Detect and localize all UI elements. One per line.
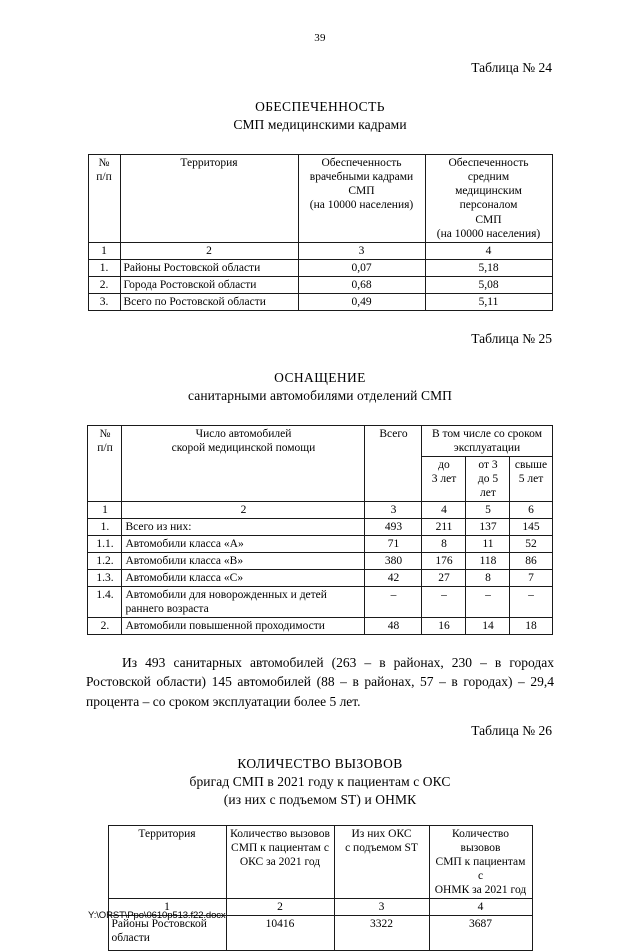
column-number: 6 (510, 502, 552, 519)
header-line: ОНМК за 2021 год (434, 884, 527, 897)
cell-no: 1.1. (88, 536, 122, 553)
cell-no: 1.3. (88, 570, 122, 587)
header-line: скорой медицинской помощи (171, 442, 316, 455)
column-number: 4 (425, 242, 552, 259)
table-25 (87, 425, 552, 635)
section3-title-main: КОЛИЧЕСТВО ВЫЗОВОВ (237, 755, 403, 771)
cell-over-5: 145 (510, 519, 552, 536)
header-cell-doctors (298, 155, 425, 242)
header-line: Число автомобилей (195, 428, 292, 441)
table-row (88, 570, 552, 587)
cell-no: 1.2. (88, 553, 122, 570)
header-line: врачебными кадрами (309, 171, 414, 184)
column-number: 2 (120, 242, 298, 259)
cell-territory: Города Ростовской области (120, 276, 298, 293)
column-number: 1 (88, 242, 120, 259)
table-row (88, 276, 552, 293)
table-24-number-row (88, 242, 552, 259)
section1-title-main: ОБЕСПЕЧЕННОСТЬ (255, 99, 385, 114)
header-line: с подъемом ST (345, 842, 418, 855)
cell-no: 3. (88, 293, 120, 310)
column-number: 4 (422, 502, 466, 519)
section1-title (0, 98, 640, 134)
cell-no: 1. (88, 519, 122, 536)
table-24-header-row (88, 155, 552, 242)
table-row (88, 293, 552, 310)
column-number: 1 (88, 502, 122, 519)
table-row (88, 587, 552, 618)
header-cell-over-5-years (510, 457, 552, 502)
header-cell-oks-calls (226, 826, 334, 899)
header-line: № (99, 428, 111, 441)
cell-3-to-5: 11 (466, 536, 510, 553)
cell-no: 1. (88, 259, 120, 276)
cell-territory: Районы Ростовской области (108, 916, 226, 951)
cell-over-5: – (510, 587, 552, 618)
column-number: 3 (365, 502, 422, 519)
table-row (88, 553, 552, 570)
column-number: 3 (334, 899, 429, 916)
cell-doctors: 0,68 (298, 276, 425, 293)
header-line: СМП (475, 213, 502, 226)
header-line: медицинским персоналом (455, 185, 522, 212)
header-line: № (98, 157, 110, 170)
header-cell-total (365, 426, 422, 502)
cell-total: 42 (365, 570, 422, 587)
footer-file-path: Y:\ORST\Ppo\0610p513.f22.docx (88, 910, 226, 921)
document-page (0, 32, 640, 945)
cell-over-5: 52 (510, 536, 552, 553)
header-line: п/п (97, 442, 113, 455)
cell-no: 2. (88, 618, 122, 635)
cell-3-to-5: 14 (466, 618, 510, 635)
section2-title (0, 369, 640, 405)
section2-title-main: ОСНАЩЕНИЕ (274, 369, 366, 385)
header-line: СМП к пациентам с (435, 856, 526, 883)
cell-over-5: 7 (510, 570, 552, 587)
paragraph-vehicle-summary: Из 493 санитарных автомобилей (263 – в районах, 230 – в городах Ростовской области) 145 автомобилей (88 – в районах, 57 – в городах) – 29,4 процента – со сроком эксплуатации более 5 лет. (86, 655, 554, 709)
section3-title-sub-2: (из них с подъемом ST) и ОНМК (223, 792, 417, 808)
section3-title-sub-1: бригад СМП в 2021 году к пациентам с ОКС (189, 773, 451, 789)
header-line: Количество вызовов (452, 828, 509, 855)
cell-total: – (365, 587, 422, 618)
cell-vehicle-type: Автомобили класса «С» (122, 570, 365, 587)
column-number: 2 (122, 502, 365, 519)
header-line: Всего (379, 428, 408, 441)
cell-nurses: 5,08 (425, 276, 552, 293)
page-number: 39 (314, 32, 326, 44)
header-line: п/п (96, 171, 112, 184)
header-cell-territory (120, 155, 298, 242)
table-26-header-row (108, 826, 532, 899)
table-row (108, 916, 532, 951)
table-row (88, 536, 552, 553)
cell-upto-3: 211 (422, 519, 466, 536)
table-24 (88, 154, 553, 310)
table-row (88, 519, 552, 536)
cell-onmk-calls: 3687 (429, 916, 532, 951)
cell-total: 493 (365, 519, 422, 536)
header-line: В том числе со сроком (431, 428, 542, 441)
header-line: от 3 (478, 459, 498, 472)
header-line: 5 лет (518, 473, 544, 486)
cell-vehicle-type: Автомобили класса «В» (122, 553, 365, 570)
table-row (88, 259, 552, 276)
header-cell-onmk-calls (429, 826, 532, 899)
cell-upto-3: 176 (422, 553, 466, 570)
header-cell-3-to-5-years (466, 457, 510, 502)
cell-nurses: 5,11 (425, 293, 552, 310)
header-line: Обеспеченность средним (448, 157, 529, 184)
header-cell-territory (108, 826, 226, 899)
section2-title-sub: санитарными автомобилями отделений СМП (187, 387, 453, 403)
column-number: 3 (298, 242, 425, 259)
header-line: до (438, 459, 450, 472)
header-line: СМП к пациентам с (231, 842, 329, 855)
cell-territory: Всего по Ростовской области (120, 293, 298, 310)
table-25-header-row-top (88, 426, 552, 457)
header-line: до 5 лет (477, 473, 499, 500)
cell-nurses: 5,18 (425, 259, 552, 276)
table-caption-26: Таблица № 26 (471, 722, 552, 738)
cell-territory: Районы Ростовской области (120, 259, 298, 276)
header-cell-vehicle-type (122, 426, 365, 502)
table-25-number-row (88, 502, 552, 519)
cell-3-to-5: 118 (466, 553, 510, 570)
header-cell-service-age-group (422, 426, 552, 457)
cell-3-to-5: 8 (466, 570, 510, 587)
cell-vehicle-type: Всего из них: (122, 519, 365, 536)
header-cell-no (88, 155, 120, 242)
cell-no: 2. (88, 276, 120, 293)
cell-3-to-5: 137 (466, 519, 510, 536)
column-number: 2 (226, 899, 334, 916)
table-caption-24: Таблица № 24 (471, 60, 552, 75)
cell-upto-3: 16 (422, 618, 466, 635)
column-number: 1 (108, 899, 226, 916)
cell-3-to-5: – (466, 587, 510, 618)
cell-over-5: 86 (510, 553, 552, 570)
cell-vehicle-type: Автомобили для новорожденных и детей раннего возраста (122, 587, 365, 618)
header-cell-no (88, 426, 122, 502)
cell-total: 380 (365, 553, 422, 570)
cell-doctors: 0,49 (298, 293, 425, 310)
header-line: (на 10000 населения) (309, 199, 414, 212)
table-26 (108, 825, 533, 951)
header-line: ОКС за 2021 год (239, 856, 321, 869)
cell-upto-3: – (422, 587, 466, 618)
cell-total: 71 (365, 536, 422, 553)
cell-st-elevation: 3322 (334, 916, 429, 951)
column-number: 5 (466, 502, 510, 519)
cell-no: 1.4. (88, 587, 122, 618)
header-line: СМП (348, 185, 375, 198)
section1-title-sub: СМП медицинскими кадрами (233, 117, 407, 133)
header-cell-st-elevation (334, 826, 429, 899)
table-caption-25: Таблица № 25 (471, 330, 552, 346)
cell-doctors: 0,07 (298, 259, 425, 276)
header-line: Из них ОКС (351, 828, 412, 841)
header-line: эксплуатации (453, 442, 521, 455)
cell-vehicle-type: Автомобили класса «А» (122, 536, 365, 553)
cell-total: 48 (365, 618, 422, 635)
header-line: Количество вызовов (230, 828, 330, 841)
header-line: Территория (138, 828, 196, 841)
header-cell-upto-3-years (422, 457, 466, 502)
header-line: Территория (180, 157, 238, 170)
cell-upto-3: 27 (422, 570, 466, 587)
table-row (88, 618, 552, 635)
cell-vehicle-type: Автомобили повышенной проходимости (122, 618, 365, 635)
header-line: Обеспеченность (321, 157, 402, 170)
header-line: (на 10000 населения) (436, 227, 541, 240)
column-number: 4 (429, 899, 532, 916)
cell-over-5: 18 (510, 618, 552, 635)
header-line: 3 лет (431, 473, 457, 486)
header-cell-nurses (425, 155, 552, 242)
section3-title (0, 755, 640, 810)
cell-oks-calls: 10416 (226, 916, 334, 951)
cell-upto-3: 8 (422, 536, 466, 553)
header-line: свыше (514, 459, 548, 472)
